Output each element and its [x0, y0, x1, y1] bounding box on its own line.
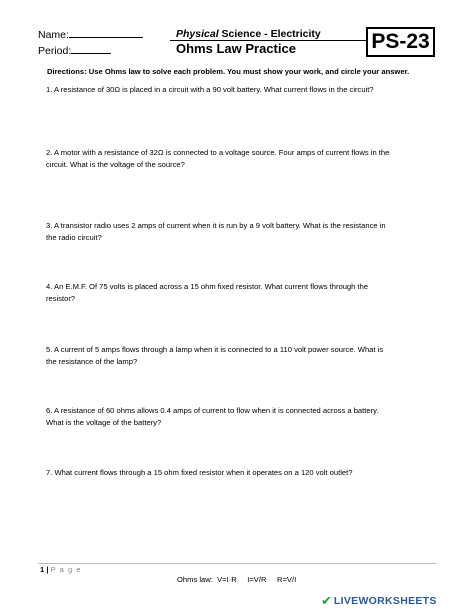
page-title: Ohms Law Practice: [176, 41, 296, 56]
page-separator: |: [46, 565, 49, 574]
name-blank[interactable]: [69, 27, 143, 38]
subject-rest: Science - Electricity: [221, 28, 321, 40]
brand-name: LIVEWORKSHEETS: [333, 595, 437, 607]
question-7: [46, 467, 426, 479]
subject-line: [176, 28, 321, 40]
ohms-law-formulas: Ohms law: V=I·R I=V/R R=V/I: [177, 575, 297, 584]
name-field: [38, 27, 143, 41]
worksheet-code: PS-23: [371, 30, 430, 53]
name-label: Name:: [38, 29, 69, 41]
period-field: [38, 43, 111, 57]
page-number-value: 1: [40, 565, 45, 574]
footer-rule: [38, 563, 436, 564]
question-6: [46, 405, 426, 428]
question-2-line-2: circuit. What is the voltage of the source?: [46, 159, 185, 169]
worksheet-code-box: [366, 27, 435, 57]
page-word: P a g e: [50, 565, 82, 574]
question-4-line-2: resistor?: [46, 293, 76, 303]
question-5-line-2: the resistance of the lamp?: [46, 356, 138, 366]
question-6-line-2: What is the voltage of the battery?: [46, 417, 162, 427]
liveworksheets-logo[interactable]: [321, 593, 437, 609]
question-3-line-2: the radio circuit?: [46, 232, 102, 242]
question-5-line-1: 5. A current of 5 amps flows through a lamp when it is connected to a 110 volt power source. What is: [46, 345, 384, 354]
question-2: [46, 147, 426, 170]
checkmark-icon: ✔: [321, 593, 332, 608]
question-1: [46, 84, 426, 96]
question-5: [46, 344, 426, 367]
subject-italic: Physical: [176, 28, 219, 40]
period-label: Period:: [38, 45, 72, 57]
directions: Directions: Use Ohms law to solve each problem. You must show your work, and circle your answer.: [47, 67, 410, 76]
page-number: [40, 565, 82, 574]
question-3-line-1: 3. A transistor radio uses 2 amps of current when it is run by a 9 volt battery. What is the resistance in: [46, 221, 386, 230]
question-4: [46, 281, 426, 304]
question-1-line-1: 1. A resistance of 30Ω is placed in a circuit with a 90 volt battery. What current flows in the circuit?: [46, 85, 374, 94]
question-6-line-1: 6. A resistance of 60 ohms allows 0.4 amps of current to flow when it is connected across a battery.: [46, 406, 379, 415]
question-3: [46, 220, 426, 243]
question-2-line-1: 2. A motor with a resistance of 32Ω is connected to a voltage source. Four amps of current flows in the: [46, 148, 390, 157]
question-4-line-1: 4. An E.M.F. Of 75 volts is placed across a 15 ohm fixed resistor. What current flows through the: [46, 282, 369, 291]
period-blank[interactable]: [71, 43, 111, 54]
question-7-line-1: 7. What current flows through a 15 ohm fixed resistor when it operates on a 120 volt outlet?: [46, 468, 353, 477]
